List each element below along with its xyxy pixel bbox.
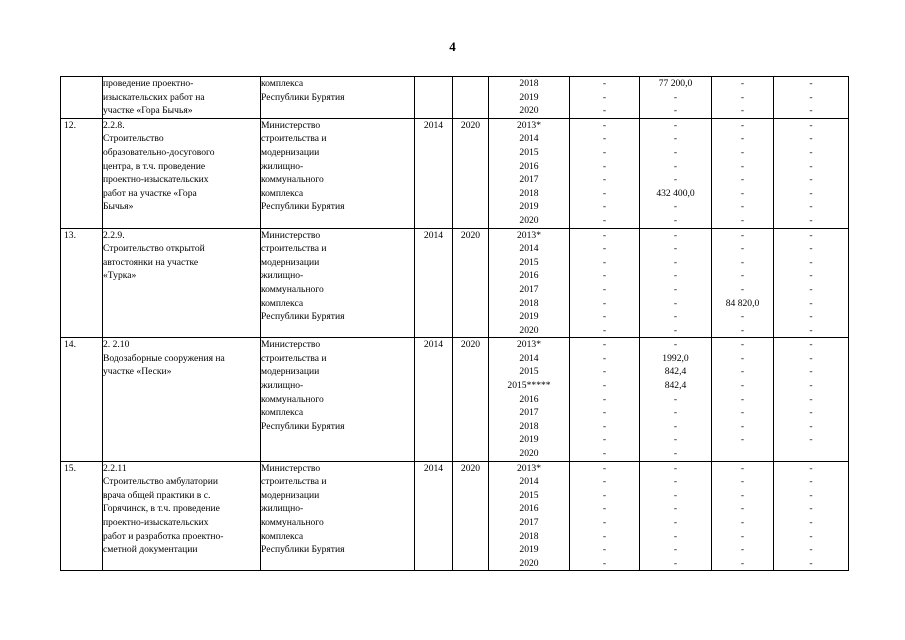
- amount-value: -: [602, 91, 607, 103]
- page-number: 4: [449, 39, 456, 54]
- amount-value: -: [602, 119, 607, 131]
- value-list-cell: [774, 118, 849, 228]
- year-value: 2015*****: [507, 380, 551, 392]
- amount-value: -: [740, 78, 745, 89]
- year-value: 2015: [519, 146, 539, 158]
- executor-line: строительства и: [261, 476, 327, 488]
- year-value: 2018: [519, 297, 539, 309]
- amount-value: -: [602, 187, 607, 199]
- activity-name-line: врача общей практики в с.: [103, 489, 211, 501]
- activity-name-line: Горячинск, в т.ч. проведение: [103, 503, 220, 515]
- amount-value: -: [602, 530, 607, 542]
- amount-value: -: [809, 133, 813, 145]
- value-list-cell: [774, 77, 849, 119]
- executor-cell: [261, 461, 415, 571]
- amount-value: -: [809, 297, 813, 309]
- value-list-cell: [640, 77, 712, 119]
- amount-value: -: [673, 270, 678, 282]
- activity-name-line: автостоянки на участке: [103, 256, 199, 268]
- amount-value: -: [602, 324, 607, 336]
- end-year: 2020: [453, 461, 489, 571]
- end-year: 2020: [453, 118, 489, 228]
- executor-line: модернизации: [261, 489, 320, 501]
- executor-line: строительства и: [261, 243, 327, 255]
- value-list-cell: [640, 461, 712, 571]
- end-year: 2020: [453, 228, 489, 338]
- executor-line: коммунального: [261, 517, 324, 528]
- amount-value: -: [740, 133, 745, 145]
- executor-line: жилищно-: [261, 270, 304, 282]
- amount-value: -: [673, 311, 678, 323]
- amount-value: -: [673, 557, 678, 569]
- year-value: 2018: [519, 530, 539, 542]
- amount-value: -: [809, 146, 813, 158]
- amount-value: -: [673, 297, 678, 309]
- amount-value: -: [673, 407, 678, 419]
- amount-value: -: [809, 214, 813, 226]
- year-value: 2019: [519, 201, 539, 213]
- row-number: 14.: [61, 338, 103, 461]
- executor-line: строительства и: [261, 352, 327, 364]
- amount-value: -: [809, 270, 813, 282]
- amount-value: -: [809, 380, 813, 392]
- activity-name-cell: [103, 77, 261, 119]
- amount-value: -: [602, 270, 607, 282]
- amount-value: -: [673, 448, 678, 460]
- amount-value: -: [740, 557, 745, 569]
- executor-line: модернизации: [261, 256, 320, 268]
- amount-value: -: [602, 78, 607, 89]
- executor-line: Республики Бурятия: [261, 311, 345, 323]
- amount-value: -: [809, 420, 813, 432]
- amount-value: -: [809, 283, 813, 295]
- amount-value: -: [673, 434, 678, 446]
- start-year: 2014: [415, 338, 453, 461]
- year-value: 2013*: [517, 229, 541, 241]
- amount-value: -: [740, 434, 745, 446]
- amount-value: -: [809, 517, 813, 528]
- table-row: [61, 461, 850, 571]
- amount-value: -: [673, 256, 678, 268]
- executor-cell: [261, 338, 415, 461]
- executor-line: коммунального: [261, 393, 324, 405]
- amount-value: -: [809, 119, 813, 131]
- amount-value: -: [673, 214, 678, 226]
- amount-value: -: [740, 503, 745, 515]
- row-number: 15.: [61, 461, 103, 571]
- amount-value: -: [740, 339, 745, 351]
- amount-value: -: [740, 476, 745, 488]
- row-number: 13.: [61, 228, 103, 338]
- activity-name-line: Строительство открытой: [103, 243, 205, 255]
- amount-value: -: [740, 91, 745, 103]
- amount-value: -: [740, 420, 745, 432]
- activity-name-line: 2. 2.10: [103, 339, 130, 351]
- amount-value: -: [740, 270, 745, 282]
- amount-value: -: [673, 243, 678, 255]
- value-list-cell: [640, 118, 712, 228]
- value-list-cell: [712, 338, 774, 461]
- amount-value: -: [809, 530, 813, 542]
- amount-value: -: [740, 324, 745, 336]
- amount-value: -: [602, 462, 607, 474]
- year-value: 2017: [519, 517, 539, 528]
- executor-line: коммунального: [261, 174, 324, 186]
- value-list-cell: [774, 461, 849, 571]
- amount-value: -: [602, 256, 607, 268]
- amount-value: -: [809, 311, 813, 323]
- amount-value: -: [740, 146, 745, 158]
- start-year: 2014: [415, 118, 453, 228]
- executor-line: жилищно-: [261, 380, 304, 392]
- value-list-cell: [712, 461, 774, 571]
- amount-value: -: [740, 517, 745, 528]
- amount-value: -: [740, 311, 745, 323]
- amount-value: -: [602, 297, 607, 309]
- amount-value: -: [740, 530, 745, 542]
- amount-value: -: [809, 187, 813, 199]
- amount-value: -: [602, 146, 607, 158]
- year-value: 2020: [519, 448, 539, 460]
- amount-value: -: [602, 201, 607, 213]
- activity-name-line: 2.2.9.: [103, 229, 125, 241]
- amount-value: -: [673, 174, 678, 186]
- year-value: 2013*: [517, 339, 541, 351]
- year-list-cell: [489, 338, 570, 461]
- amount-value: -: [740, 229, 745, 241]
- activity-name-cell: [103, 118, 261, 228]
- activity-name-line: «Турка»: [103, 270, 137, 282]
- year-value: 2017: [519, 174, 539, 186]
- activity-name-line: Водозаборные сооружения на: [103, 352, 225, 364]
- amount-value: -: [673, 229, 678, 241]
- amount-value: [712, 447, 773, 461]
- amount-value: -: [809, 544, 813, 556]
- amount-value: -: [740, 119, 745, 131]
- amount-value: -: [740, 366, 745, 378]
- value-list-cell: [712, 118, 774, 228]
- amount-value: -: [602, 476, 607, 488]
- amount-value: -: [809, 366, 813, 378]
- amount-value: -: [809, 393, 813, 405]
- amount-value: -: [740, 160, 745, 172]
- year-value: 2015: [519, 366, 539, 378]
- amount-value: -: [740, 462, 745, 474]
- amount-value: -: [673, 133, 678, 145]
- activity-name-line: центра, в т.ч. проведение: [103, 160, 206, 172]
- executor-line: Министерство: [261, 229, 321, 241]
- year-value: 2015: [519, 256, 539, 268]
- executor-line: Министерство: [261, 339, 321, 351]
- amount-value: -: [602, 420, 607, 432]
- table-margin-cell: [849, 118, 850, 228]
- amount-value: -: [602, 311, 607, 323]
- amount-value: -: [602, 214, 607, 226]
- start-year: [415, 77, 453, 119]
- amount-value: -: [673, 530, 678, 542]
- amount-value: -: [602, 283, 607, 295]
- year-value: 2020: [519, 324, 539, 336]
- amount-value: -: [740, 407, 745, 419]
- executor-cell: [261, 228, 415, 338]
- year-value: 2013*: [517, 119, 541, 131]
- activity-name-line: проектно-изыскательских: [103, 517, 209, 528]
- executor-line: строительства и: [261, 133, 327, 145]
- amount-value: -: [602, 366, 607, 378]
- amount-value: -: [602, 352, 607, 364]
- amount-value: -: [602, 517, 607, 528]
- amount-value: 842,4: [664, 366, 687, 378]
- executor-line: модернизации: [261, 146, 320, 158]
- amount-value: -: [673, 420, 678, 432]
- value-list-cell: [774, 228, 849, 338]
- value-list-cell: [570, 118, 640, 228]
- amount-value: -: [740, 544, 745, 556]
- amount-value: -: [740, 214, 745, 226]
- year-value: 2019: [519, 544, 539, 556]
- executor-line: Республики Бурятия: [261, 91, 345, 103]
- amount-value: -: [809, 462, 813, 474]
- amount-value: -: [602, 407, 607, 419]
- amount-value: 1992,0: [662, 352, 689, 364]
- amount-value: -: [809, 352, 813, 364]
- executor-line: коммунального: [261, 283, 324, 295]
- executor-line: Республики Бурятия: [261, 544, 345, 556]
- year-value: 2014: [519, 133, 539, 145]
- activity-name-line: работ на участке «Гора: [103, 187, 197, 199]
- amount-value: -: [602, 544, 607, 556]
- amount-value: -: [740, 489, 745, 501]
- year-value: 2018: [519, 78, 539, 89]
- amount-value: -: [809, 256, 813, 268]
- value-list-cell: [640, 338, 712, 461]
- amount-value: -: [673, 146, 678, 158]
- executor-line: комплекса: [261, 187, 304, 199]
- amount-value: -: [602, 489, 607, 501]
- executor-line: жилищно-: [261, 160, 304, 172]
- year-value: 2019: [519, 311, 539, 323]
- year-value: 2017: [519, 283, 539, 295]
- year-value: 2014: [519, 476, 539, 488]
- value-list-cell: [774, 338, 849, 461]
- amount-value: -: [740, 283, 745, 295]
- value-list-cell: [570, 338, 640, 461]
- executor-line: Министерство: [261, 119, 321, 131]
- amount-value: -: [673, 283, 678, 295]
- year-value: 2014: [519, 243, 539, 255]
- amount-value: -: [673, 119, 678, 131]
- year-value: 2016: [519, 270, 539, 282]
- amount-value: -: [673, 489, 678, 501]
- amount-value: -: [740, 174, 745, 186]
- activity-name-cell: [103, 338, 261, 461]
- amount-value: -: [809, 324, 813, 336]
- executor-line: жилищно-: [261, 503, 304, 515]
- value-list-cell: [570, 77, 640, 119]
- activity-name-line: проектно-изыскательских: [103, 174, 209, 186]
- amount-value: -: [809, 503, 813, 515]
- amount-value: -: [809, 91, 813, 103]
- amount-value: -: [809, 407, 813, 419]
- amount-value: -: [602, 133, 607, 145]
- amount-value: 77 200,0: [658, 78, 693, 89]
- start-year: 2014: [415, 461, 453, 571]
- executor-line: Республики Бурятия: [261, 420, 345, 432]
- activity-name-line: участке «Гора Бычья»: [103, 105, 193, 117]
- amount-value: -: [602, 393, 607, 405]
- activity-name-line: Бычья»: [103, 201, 134, 213]
- amount-value: -: [602, 160, 607, 172]
- amount-value: -: [602, 339, 607, 351]
- amount-value: 84 820,0: [725, 297, 760, 309]
- year-value: 2013*: [517, 462, 541, 474]
- executor-line: комплекса: [261, 297, 304, 309]
- year-list-cell: [489, 118, 570, 228]
- table-row: [61, 118, 850, 228]
- amount-value: -: [673, 324, 678, 336]
- amount-value: -: [602, 174, 607, 186]
- activity-name-cell: [103, 461, 261, 571]
- year-value: 2019: [519, 434, 539, 446]
- amount-value: -: [673, 393, 678, 405]
- year-value: 2019: [519, 91, 539, 103]
- amount-value: -: [740, 352, 745, 364]
- amount-value: 432 400,0: [656, 187, 695, 199]
- year-value: 2016: [519, 503, 539, 515]
- activity-name-line: участке «Пески»: [103, 366, 172, 378]
- amount-value: -: [673, 105, 678, 117]
- amount-value: -: [602, 105, 607, 117]
- amount-value: -: [673, 339, 678, 351]
- amount-value: -: [740, 256, 745, 268]
- table-margin-cell: [849, 228, 850, 338]
- table-row: [61, 77, 850, 119]
- amount-value: -: [740, 393, 745, 405]
- amount-value: -: [809, 174, 813, 186]
- amount-value: -: [809, 229, 813, 241]
- amount-value: -: [809, 489, 813, 501]
- amount-value: -: [740, 105, 745, 117]
- activity-name-line: сметной документации: [103, 544, 198, 556]
- year-value: 2020: [519, 557, 539, 569]
- activity-name-line: изыскательских работ на: [103, 91, 205, 103]
- executor-line: комплекса: [261, 78, 304, 89]
- amount-value: -: [602, 380, 607, 392]
- amount-value: -: [602, 448, 607, 460]
- executor-cell: [261, 118, 415, 228]
- activity-name-line: Строительство: [103, 133, 164, 145]
- executor-line: модернизации: [261, 366, 320, 378]
- executor-line: Республики Бурятия: [261, 201, 345, 213]
- table-margin-cell: [849, 461, 850, 571]
- year-value: 2017: [519, 407, 539, 419]
- activity-name-line: 2.2.11: [103, 462, 127, 474]
- amount-value: -: [602, 434, 607, 446]
- amount-value: -: [673, 201, 678, 213]
- value-list-cell: [570, 228, 640, 338]
- value-list-cell: [712, 77, 774, 119]
- executor-line: Министерство: [261, 462, 321, 474]
- amount-value: -: [740, 201, 745, 213]
- value-list-cell: [712, 228, 774, 338]
- amount-value: -: [809, 78, 813, 89]
- amount-value: -: [602, 229, 607, 241]
- year-value: 2018: [519, 187, 539, 199]
- amount-value: [774, 447, 848, 461]
- amount-value: -: [673, 517, 678, 528]
- end-year: [453, 77, 489, 119]
- table-row: [61, 228, 850, 338]
- year-value: 2014: [519, 352, 539, 364]
- amount-value: -: [673, 544, 678, 556]
- amount-value: -: [673, 503, 678, 515]
- start-year: 2014: [415, 228, 453, 338]
- executor-line: комплекса: [261, 407, 304, 419]
- row-number: 12.: [61, 118, 103, 228]
- year-value: 2020: [519, 105, 539, 117]
- table-margin-cell: [849, 338, 850, 461]
- activity-name-line: проведение проектно-: [103, 78, 194, 89]
- amount-value: -: [809, 434, 813, 446]
- year-list-cell: [489, 461, 570, 571]
- amount-value: -: [673, 91, 678, 103]
- amount-value: -: [602, 503, 607, 515]
- amount-value: -: [740, 243, 745, 255]
- table-row: [61, 338, 850, 461]
- amount-value: -: [809, 201, 813, 213]
- row-number: [61, 77, 103, 119]
- activity-name-line: Строительство амбулатории: [103, 476, 218, 488]
- amount-value: -: [809, 557, 813, 569]
- amount-value: -: [740, 380, 745, 392]
- amount-value: -: [673, 160, 678, 172]
- amount-value: 842,4: [664, 380, 687, 392]
- value-list-cell: [570, 461, 640, 571]
- end-year: 2020: [453, 338, 489, 461]
- amount-value: -: [673, 462, 678, 474]
- year-value: 2016: [519, 160, 539, 172]
- activity-name-line: образовательно-досугового: [103, 146, 215, 158]
- value-list-cell: [640, 228, 712, 338]
- executor-cell: [261, 77, 415, 119]
- year-value: 2018: [519, 420, 539, 432]
- activity-name-line: 2.2.8.: [103, 119, 125, 131]
- amount-value: -: [809, 160, 813, 172]
- amount-value: -: [809, 105, 813, 117]
- year-list-cell: [489, 228, 570, 338]
- amount-value: -: [809, 339, 813, 351]
- executor-line: комплекса: [261, 530, 304, 542]
- amount-value: -: [740, 187, 745, 199]
- activity-name-line: работ и разработка проектно-: [103, 530, 224, 542]
- year-value: 2016: [519, 393, 539, 405]
- amount-value: -: [602, 243, 607, 255]
- amount-value: -: [809, 476, 813, 488]
- activity-name-cell: [103, 228, 261, 338]
- amount-value: -: [809, 243, 813, 255]
- year-value: 2015: [519, 489, 539, 501]
- amount-value: -: [673, 476, 678, 488]
- program-table: [60, 76, 849, 571]
- table-margin-cell: [849, 77, 850, 119]
- year-value: 2020: [519, 214, 539, 226]
- amount-value: -: [602, 557, 607, 569]
- year-list-cell: [489, 77, 570, 119]
